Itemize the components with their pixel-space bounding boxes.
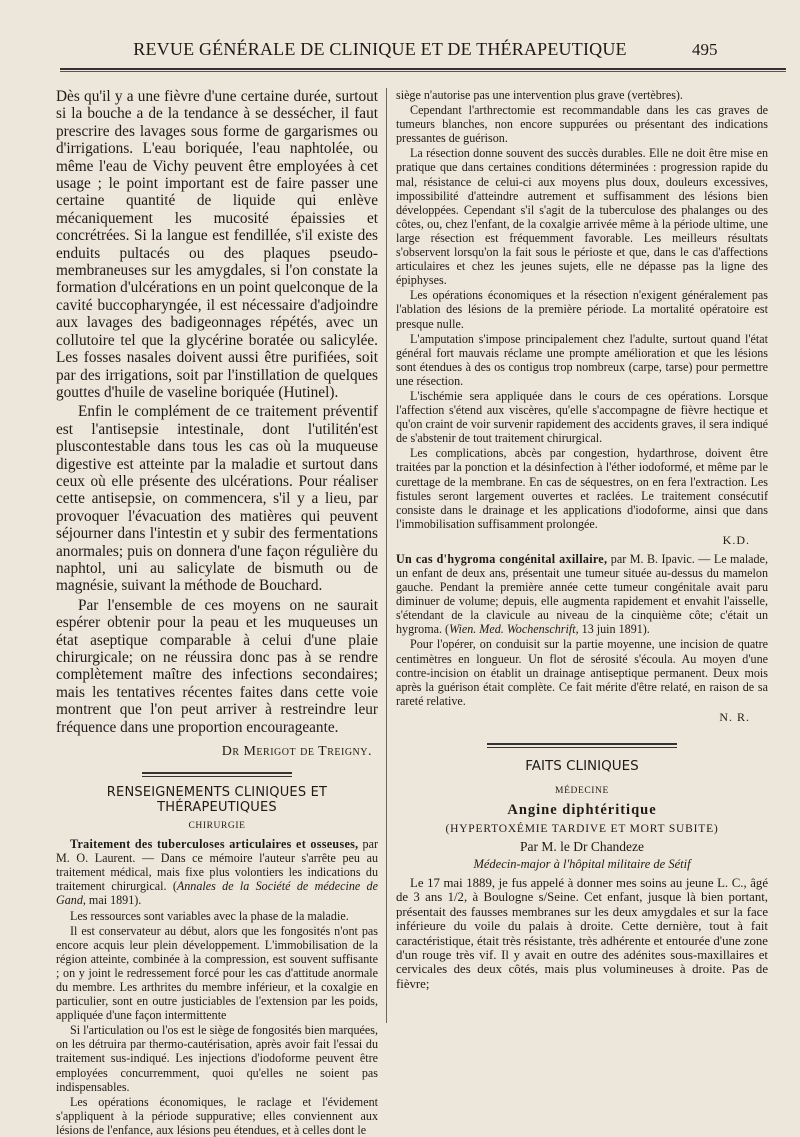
article-intro	[396, 552, 768, 637]
section-title: RENSEIGNEMENTS CLINIQUES ET THÉRAPEUTIQUES	[106, 785, 328, 816]
running-title: REVUE GÉNÉRALE DE CLINIQUE ET DE THÉRAPEUTIQUE	[133, 39, 627, 59]
right-column	[396, 88, 768, 1018]
article-date: , mai 1891).	[82, 893, 142, 908]
article-paragraph: Il est conservateur au début, alors que les fongosités n'ont pas encore acquis leur plein développement. L'immobilisation de la région atteinte, combinée à la compression, est souvent suffisante ; on y joint le redressement forcé pour les cas d'attitude anormale du membre. Les arthrites du membre inférieur, et la coxalgie en particulier, sont en outre justiciables de l'extension par les poids, appliquée d'une façon intermittente	[56, 923, 378, 1023]
header-rule	[60, 68, 786, 70]
body-paragraph: Enfin le complément de ce traitement préventif est l'antisepsie intestinale, dont l'utilitén'est pluscontestable dans tous les cas où la muqueuse digestive est atteinte par la maladie et surtout dans ceux où elle présente des ulcérations. Pour réaliser cette antisepsie, on commencera, s'il y a lieu, par provoquer l'évacuation des matières qui peuvent séjourner dans l'intestin et y subir des fermentations anormales; puis on donnera d'une façon régulière du naphtol, uni au salicylate de bismuth ou de magnésie, suivant la méthode de Bouchard.	[56, 403, 378, 595]
article-paragraph: Cependant l'arthrectomie est recommandable dans les cas graves de tumeurs blanches, non encore suppurées ou présentant des indications pressantes de guérison.	[396, 103, 768, 146]
column-divider	[386, 88, 387, 1023]
author-initials: K.D.	[722, 532, 750, 547]
case-title: Angine diphtéritique	[507, 801, 657, 818]
article-source: Wien. Med. Wochenschrift	[449, 622, 576, 637]
author-signature: Dr Merigot de Treigny.	[221, 744, 372, 760]
page-number: 495	[692, 40, 718, 59]
case-body: Le 17 mai 1889, je fus appelé à donner mes soins au jeune L. C., âgé de 3 ans 1/2, à Boulogne s/Seine. Cet enfant, jusque là bien portant, présentait des fausses membranes sur les deux amygdales et sur la face inférieure du voile du palais à droite. Cette dernière, tout à fait caractéristique, était très résistante, très adhérente et entourée d'une zone d'un rouge très vif. Il y avait en outre des adénites sous-maxillaires et cervicales des deux côtés, mais plus volumineuses à droite. Pas de fièvre;	[396, 875, 768, 991]
section-rule	[487, 743, 677, 748]
article-date: , 13 juin 1891).	[575, 622, 650, 637]
article-title: Un cas d'hygroma congénital axillaire,	[396, 551, 608, 566]
article-paragraph: Les complications, abcès par congestion, hydarthrose, doivent être traitées par la ponction et la désinfection à l'éther iodoformé, et même par le curettage de la membrane. En cas de séquestres, on en fera l'extraction. Les fistules seront largement ouvertes et raclées. Le traitement consécutif consiste dans le drainage et les applications d'iodoforme, ainsi que dans l'immobilisation suffisamment prolongée.	[396, 446, 768, 531]
body-paragraph: Par l'ensemble de ces moyens on ne saurait espérer obtenir pour la peau et les muqueuses un état aseptique comparable à celui d'une plaie chirurgicale; on ne réussira donc pas à se rendre complètement maître des infections secondaires; mais les tentatives récentes faites dans cette voie montrent que l'on peut arriver à restreindre leur fréquence dans une proportion encourageante.	[56, 596, 378, 736]
article-paragraph: Les opérations économiques, le raclage et l'évidement s'appliquent à la période suppurative; elles conviennent aux lésions de l'enfance, aux lésions peu étendues, et à celles dont le	[56, 1094, 378, 1137]
section-rule	[142, 772, 292, 777]
case-role: Médecin-major à l'hôpital militaire de Sétif	[473, 856, 691, 871]
article-author: par M. B. Ipavic.	[607, 551, 695, 566]
article-title: Traitement des tuberculoses articulaires et osseuses,	[70, 837, 359, 852]
running-head	[0, 33, 800, 63]
article-paragraph: Les ressources sont variables avec la phase de la maladie.	[70, 908, 349, 923]
section-subtitle: MÉDECINE	[555, 785, 609, 796]
article-source: Annales de la Société de médecine de Gand	[56, 879, 378, 908]
article-intro	[56, 837, 378, 907]
article-intro-text: par M. O. Laurent. — Dans ce mémoire l'auteur s'arrête peu au traitement médical, mais fixe plus volontiers les indications du traitement chirurgical. (	[56, 837, 378, 894]
article-paragraph: L'amputation s'impose principalement chez l'adulte, surtout quand l'état général fort mauvais réclame une prompte amélioration et que les lésions sont étendues à des os contigus trop nombreux (carpe, tarse) pour permettre une résection.	[396, 331, 768, 388]
case-subtitle: (HYPERTOXÉMIE TARDIVE ET MORT SUBITE)	[445, 822, 719, 835]
article-paragraph: L'ischémie sera appliquée dans le cours de ces opérations. Lorsque l'affection s'étend aux viscères, qu'elle s'accompagne de fièvre hectique et qu'on craint de voir survenir rapidement des accidents graves, il sera indiqué de s'abstenir de tout traitement chirurgical.	[396, 388, 768, 446]
article-text: — Le malade, un enfant de deux ans, présentait une tumeur située au-dessus du mamelon gauche. Pendant la première année cette tumeur congénitale avait paru diminuer de volume; depuis, elle augmenta rapidement et envahit l'aisselle, s'étendant de la clavicule au niveau de la cinquième côte; c'était un hygroma. (	[396, 551, 768, 637]
body-paragraph: Dès qu'il y a une fièvre d'une certaine durée, surtout si la bouche a de la tendance à se dessécher, il faut prescrire des lavages sous forme de gargarismes ou d'irrigations. L'eau boriquée, l'eau naphtolée, ou même l'eau de Vichy peuvent être employées à cet usage ; le point important est de faire passer une certaine quantité de liquide qui enlève mécaniquement les mucosité épaissies et concrétrées. Si la langue est fendillée, s'il existe des enduits pultacés ou des plaques pseudo-membraneuses sur les amygdales, si l'on constate la formation d'ulcérations en un point quelconque de la cavité buccopharyngée, il est nécessaire d'adjoindre aux lavages des badigeonnages répétés, avec un collutoire tel que la glycérine boratée ou salicylée. Les fosses nasales doivent aussi être purifiées, soit par des irrigations, soit par l'instillation de quelques gouttes d'huile de vaseline boriquée (Hutinel).	[56, 88, 378, 401]
case-author: Par M. le Dr Chandeze	[519, 838, 645, 854]
section-title: FAITS CLINIQUES	[525, 757, 639, 774]
article-paragraph: siège n'autorise pas une intervention plus grave (vertèbres).	[396, 88, 683, 102]
article-paragraph: Si l'articulation ou l'os est le siège de fongosités bien marquées, on les détruira par thermo-cautérisation, après avoir fait l'essai du traitement sus-indiqué. Les injections d'iodoforme peuvent être employées concurremment, quoi qu'elles ne soient pas indispensables.	[56, 1023, 378, 1094]
left-column	[56, 88, 378, 1137]
article-paragraph: Les opérations économiques et la résection n'exigent généralement pas l'ablation des lésions de la première période. La mortalité opératoire est presque nulle.	[396, 288, 768, 331]
article-paragraph: La résection donne souvent des succès durables. Elle ne doit être mise en pratique que dans certaines conditions déterminées : progression rapide du mal, résistance de celui-ci aux moyens plus doux, douleurs excessives, impossibilité d'atteindre autrement et suffisamment des lésions bien développées. Cependant s'il s'agit de la tuberculose des phalanges ou des côtes, ou, chez l'enfant, de la coxalgie arrivée même à la période ultime, une large résection est fréquemment favorable. Les meilleurs résultats s'observent lorsqu'on la fait sous le périoste et que, dans le cas d'affections articulaires et chez les jeunes sujets, elle ne dépasse pas la ligne des épiphyses.	[396, 146, 768, 288]
header-rule-thin	[60, 71, 786, 72]
article-paragraph: Pour l'opérer, on conduisit sur la partie moyenne, une incision de quatre centimètres en longueur. Un flot de sérosité s'écoula. Au moyen d'une contre-incision on établit un drainage antiseptique permanent. Deux mois après la guérison était complète. Ce fait mérite d'être relaté, en raison de sa rareté relative.	[396, 637, 768, 708]
author-initials: N. R.	[719, 709, 750, 724]
section-subtitle: CHIRURGIE	[188, 821, 246, 832]
